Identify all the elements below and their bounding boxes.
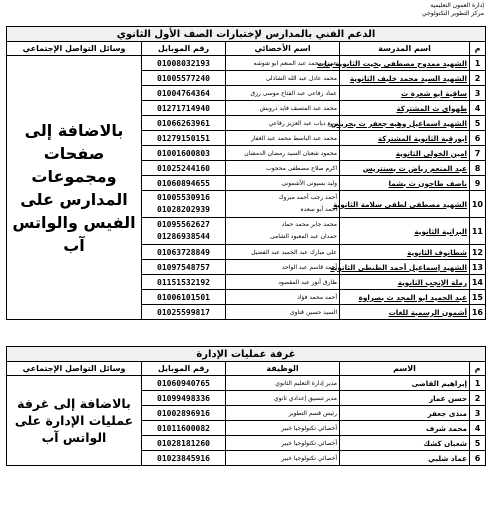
specialist-name: عماد رفاعى عبد الفتاح موسى رزق bbox=[226, 86, 340, 101]
school-name: رملة الإنجب الثانوية bbox=[340, 275, 470, 290]
school-name: طهواى ث المشتركة bbox=[340, 101, 470, 116]
job-title: أخصائي تكنولوجيا خبير bbox=[226, 451, 340, 466]
specialist-name: ربيع دياب عبد العزيز رفاعي bbox=[226, 116, 340, 131]
specialist-name: عمرو محمد عبد المنعم ابو شوشه bbox=[226, 56, 340, 71]
row-number: 7 bbox=[470, 146, 486, 161]
specialist-name bbox=[226, 218, 340, 245]
table-row bbox=[7, 56, 486, 71]
row-number: 12 bbox=[470, 245, 486, 260]
person-name: شعبان كشك bbox=[340, 436, 470, 451]
specialist-name: محمود شعبان السيد رمضان الدمشان bbox=[226, 146, 340, 161]
mobile-number: 01002896916 bbox=[142, 406, 226, 421]
mobile-number: 01008032193 bbox=[142, 56, 226, 71]
job-title: مدير إدارة التعليم الثانوي bbox=[226, 376, 340, 391]
support-table-title: الدعم الفني بالمدارس لإختبارات الصف الأول الثانوي bbox=[7, 27, 486, 42]
specialist-name: اكرم صلاح مصطفى محجوب bbox=[226, 161, 340, 176]
mobile-number: 01066263961 bbox=[142, 116, 226, 131]
school-name: امين الخولى الثانوية bbox=[340, 146, 470, 161]
specialist-name: محمد عبد المتصف فايد درويش bbox=[226, 101, 340, 116]
specialist-name-line: أحمد رجب أحمد مبروك bbox=[278, 194, 337, 201]
support-table bbox=[6, 26, 486, 320]
row-number: 9 bbox=[470, 176, 486, 191]
row-number: 6 bbox=[470, 131, 486, 146]
header-school: اسم المدرسة bbox=[340, 42, 470, 56]
school-name: عبد الحميد ابو المجد ث بصراوة bbox=[340, 290, 470, 305]
mobile-number-line: 01286938544 bbox=[157, 232, 210, 241]
row-number: 1 bbox=[470, 56, 486, 71]
school-name: ابورقبة الثانوية المشتركة bbox=[340, 131, 470, 146]
social-media-note: بالاضافة إلى صفحات ومجموعات المدارس على الفيس والواتس آب bbox=[7, 56, 142, 320]
school-name: الشهيد ممدوح مصطفى بخيت الثانوية بنات bbox=[340, 56, 470, 71]
org-line-2: مركز التطوير التكنولوجي bbox=[422, 10, 484, 17]
mobile-number: 01060894655 bbox=[142, 176, 226, 191]
mobile-number-line: 01005530916 bbox=[157, 193, 210, 202]
row-number: 3 bbox=[470, 86, 486, 101]
mobile-number: 01025244160 bbox=[142, 161, 226, 176]
specialist-name: محمد عبد الباسط محمد عبد الغفار bbox=[226, 131, 340, 146]
mobile-number-line: 01028202939 bbox=[157, 205, 210, 214]
row-number: 15 bbox=[470, 290, 486, 305]
header-social: وسائل التواصل الإجتماعي bbox=[7, 42, 142, 56]
row-number: 4 bbox=[470, 421, 486, 436]
job-title: أخصائي تكنولوجيا خبير bbox=[226, 421, 340, 436]
table-row bbox=[7, 376, 486, 391]
mobile-number bbox=[142, 218, 226, 245]
mobile-number: 01271714940 bbox=[142, 101, 226, 116]
header-specialist: اسم الأخصائي bbox=[226, 42, 340, 56]
person-name: منذى جعفر bbox=[340, 406, 470, 421]
job-title: مدير تنسيق إعدادي ثانوي bbox=[226, 391, 340, 406]
mobile-number: 01006101501 bbox=[142, 290, 226, 305]
job-title: أخصائي تكنولوجيا خبير bbox=[226, 436, 340, 451]
row-number: 5 bbox=[470, 436, 486, 451]
row-number: 10 bbox=[470, 191, 486, 218]
header-job: الوظيفة bbox=[226, 362, 340, 376]
mobile-number: 01151532192 bbox=[142, 275, 226, 290]
mobile-number: 01005577240 bbox=[142, 71, 226, 86]
row-number: 14 bbox=[470, 275, 486, 290]
operations-table-title: غرفة عمليات الإدارة bbox=[7, 347, 486, 362]
row-number: 11 bbox=[470, 218, 486, 245]
school-name: أشمون الرسمية للغات bbox=[340, 305, 470, 320]
specialist-name-line: حمدان عبد المعبود الشامى bbox=[270, 233, 337, 240]
school-name: الشهيد اسماعيل وهبه جعفر ث بحريس bbox=[340, 116, 470, 131]
specialist-name: أحمد قاسم عبد الواحد bbox=[226, 260, 340, 275]
school-name: شطانوف الثانوية bbox=[340, 245, 470, 260]
row-number: 13 bbox=[470, 260, 486, 275]
mobile-number: 01011600082 bbox=[142, 421, 226, 436]
mobile-number: 01063728849 bbox=[142, 245, 226, 260]
school-name: ساقية ابو شعرة ث bbox=[340, 86, 470, 101]
specialist-name: وليد بسيونى الأشمونى bbox=[226, 176, 340, 191]
specialist-name-line: محمد جابر محمد حماد bbox=[281, 221, 337, 228]
school-name: البرانية الثانوية bbox=[340, 218, 470, 245]
row-number: 3 bbox=[470, 406, 486, 421]
mobile-number: 01097548757 bbox=[142, 260, 226, 275]
specialist-name: أحمد محمد فؤاد bbox=[226, 290, 340, 305]
school-name: ناصف طاحون ث بشما bbox=[340, 176, 470, 191]
header-social: وسائل التواصل الإجتماعي bbox=[7, 362, 142, 376]
mobile-number bbox=[142, 191, 226, 218]
person-name: حسن عمار bbox=[340, 391, 470, 406]
mobile-number: 01025599817 bbox=[142, 305, 226, 320]
mobile-number: 01023845916 bbox=[142, 451, 226, 466]
school-name: الشهيد مصطفى لطفى سلامة الثانوية bbox=[340, 191, 470, 218]
mobile-number: 01001600803 bbox=[142, 146, 226, 161]
mobile-number: 01060940765 bbox=[142, 376, 226, 391]
specialist-name bbox=[226, 191, 340, 218]
header-num: م bbox=[470, 42, 486, 56]
row-number: 2 bbox=[470, 391, 486, 406]
header-mobile: رقم الموبايل bbox=[142, 42, 226, 56]
school-name: الشهيد السيد محمد خليف الثانوية bbox=[340, 71, 470, 86]
header-mobile: رقم الموبايل bbox=[142, 362, 226, 376]
mobile-number: 01004764364 bbox=[142, 86, 226, 101]
specialist-name: طارق أنور عبد المقصود bbox=[226, 275, 340, 290]
school-name: عبد المنعم رياض ث بسنتريس bbox=[340, 161, 470, 176]
org-header bbox=[364, 2, 484, 18]
row-number: 4 bbox=[470, 101, 486, 116]
row-number: 2 bbox=[470, 71, 486, 86]
mobile-number: 01279150151 bbox=[142, 131, 226, 146]
mobile-number: 01099498336 bbox=[142, 391, 226, 406]
row-number: 5 bbox=[470, 116, 486, 131]
mobile-number: 01028181260 bbox=[142, 436, 226, 451]
row-number: 6 bbox=[470, 451, 486, 466]
person-name: إبراهيم القاضى bbox=[340, 376, 470, 391]
social-media-note: بالاضافة إلى غرفة عمليات الإدارة على الواتس آب bbox=[7, 376, 142, 466]
specialist-name: السيد حسين قناوى bbox=[226, 305, 340, 320]
person-name: عماد شلبي bbox=[340, 451, 470, 466]
row-number: 1 bbox=[470, 376, 486, 391]
job-title: رئيس قسم التطوير bbox=[226, 406, 340, 421]
operations-table bbox=[6, 346, 486, 466]
org-line-1: إدارة العمون التعليمية bbox=[430, 2, 484, 9]
specialist-name: محمد عادل عبد الله الشاذلى bbox=[226, 71, 340, 86]
row-number: 8 bbox=[470, 161, 486, 176]
specialist-name: على مبارك عبد الحميد عبد الفضيل bbox=[226, 245, 340, 260]
person-name: محمد شرف bbox=[340, 421, 470, 436]
header-name: الاسم bbox=[340, 362, 470, 376]
row-number: 16 bbox=[470, 305, 486, 320]
specialist-name-line: أحمد أبو سعده bbox=[300, 206, 337, 213]
school-name: الشهيد إسماعيل أحمد الطنطى الثانوية bbox=[340, 260, 470, 275]
header-num: م bbox=[470, 362, 486, 376]
mobile-number-line: 01095562627 bbox=[157, 220, 210, 229]
